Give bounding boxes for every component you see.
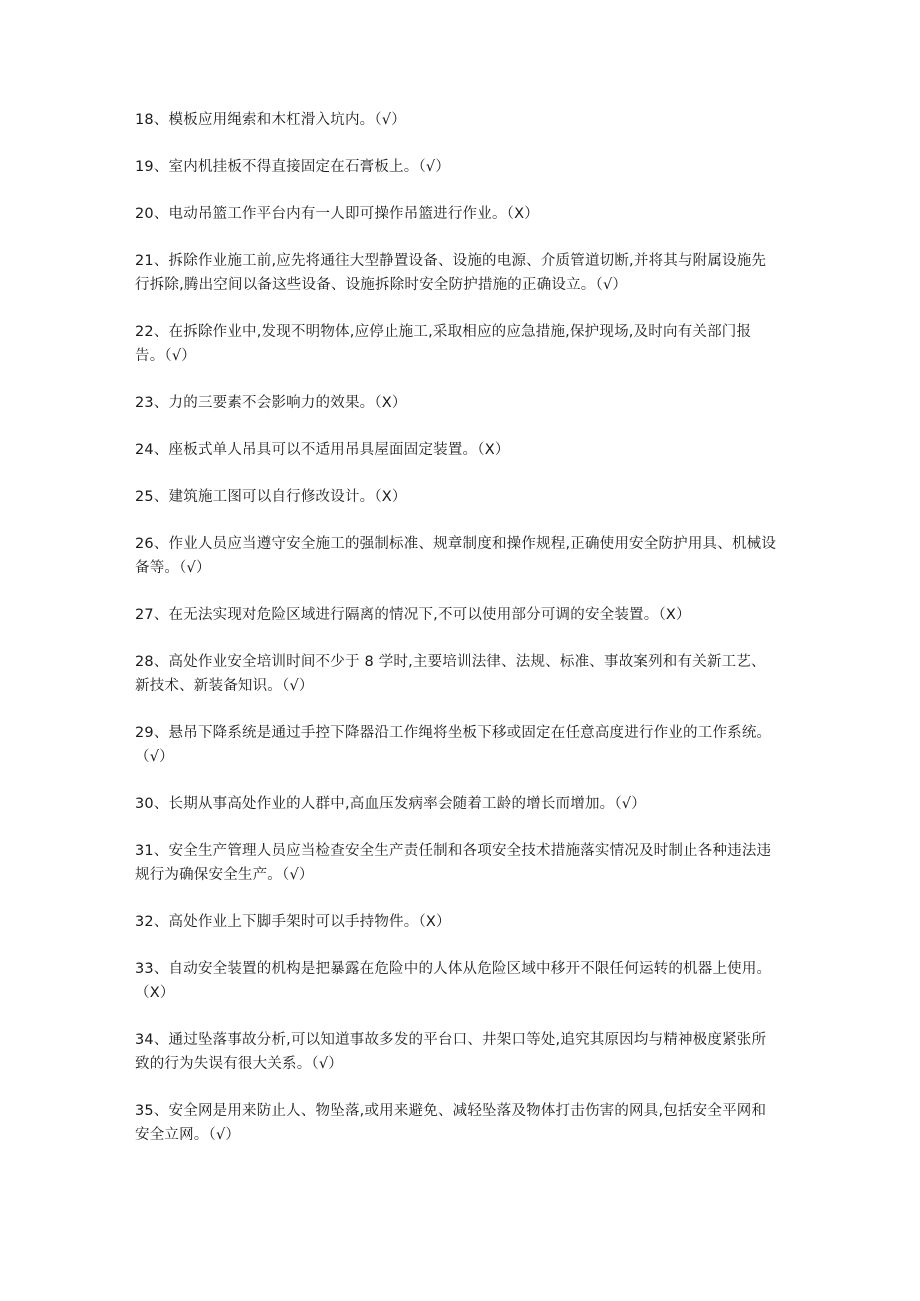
question-item: 35、安全网是用来防止人、物坠落,或用来避免、减轻坠落及物体打击伤害的网具,包括安全平网和安全立网。（√） <box>135 1103 767 1143</box>
question-item: 20、电动吊篮工作平台内有一人即可操作吊篮进行作业。（X） <box>135 206 539 222</box>
question-item: 22、在拆除作业中,发现不明物体,应停止施工,采取相应的应急措施,保护现场,及时向有关部门报告。（√） <box>135 324 752 364</box>
question-item: 18、模板应用绳索和木杠滑入坑内。（√） <box>135 112 406 128</box>
question-item: 29、悬吊下降系统是通过手控下降器沿工作绳将坐板下移或固定在任意高度进行作业的工作系统。（√） <box>135 725 772 765</box>
question-item: 25、建筑施工图可以自行修改设计。（X） <box>135 489 407 505</box>
question-item: 24、座板式单人吊具可以不适用吊具屋面固定装置。（X） <box>135 442 510 458</box>
question-item: 27、在无法实现对危险区域进行隔离的情况下,不可以使用部分可调的安全装置。（X） <box>135 607 691 623</box>
question-item: 32、高处作业上下脚手架时可以手持物件。（X） <box>135 914 451 930</box>
question-item: 19、室内机挂板不得直接固定在石膏板上。（√） <box>135 159 451 175</box>
question-item: 30、长期从事高处作业的人群中,高血压发病率会随着工龄的增长而增加。（√） <box>135 796 646 812</box>
question-item: 31、安全生产管理人员应当检查安全生产责任制和各项安全技术措施落实情况及时制止各种违法违规行为确保安全生产。（√） <box>135 843 772 883</box>
question-item: 34、通过坠落事故分析,可以知道事故多发的平台口、井架口等处,追究其原因均与精神极度紧张所致的行为失误有很大关系。（√） <box>135 1032 767 1072</box>
question-item: 33、自动安全装置的机构是把暴露在危险中的人体从危险区域中移开不限任何运转的机器上使用。（X） <box>135 961 772 1001</box>
question-item: 26、作业人员应当遵守安全施工的强制标准、规章制度和操作规程,正确使用安全防护用具、机械设备等。（√） <box>135 536 777 576</box>
question-item: 23、力的三要素不会影响力的效果。（X） <box>135 395 407 411</box>
question-item: 28、高处作业安全培训时间不少于 8 学时,主要培训法律、法规、标准、事故案列和有关新工艺、新技术、新装备知识。（√） <box>135 654 766 694</box>
question-item: 21、拆除作业施工前,应先将通往大型静置设备、设施的电源、介质管道切断,并将其与附属设施先行拆除,腾出空间以备这些设备、设施拆除时安全防护措施的正确设立。（√） <box>135 253 767 293</box>
question-list <box>135 108 780 1170</box>
